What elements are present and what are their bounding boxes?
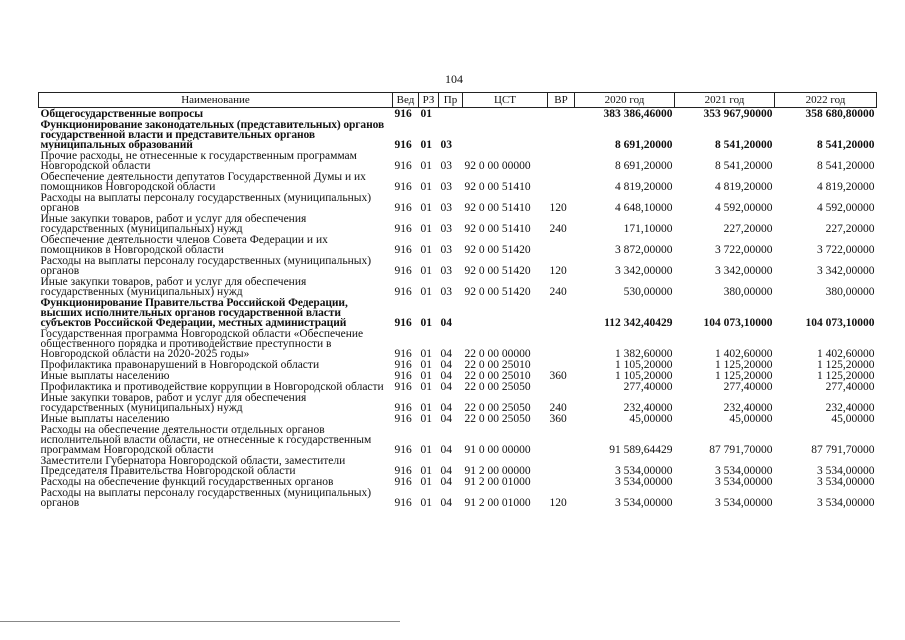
row-ved: 916 [394, 370, 412, 382]
row-2022: 277,40000 [825, 381, 875, 393]
row-2022: 3 342,00000 [817, 265, 875, 277]
row-vr: 360 [549, 413, 567, 425]
row-2021: 45,00000 [729, 413, 773, 425]
table-row [39, 171, 877, 192]
table-row [39, 119, 877, 150]
row-2020: 232,40000 [623, 402, 673, 414]
row-cst: 92 0 00 51420 [464, 286, 531, 298]
row-ved: 916 [394, 244, 412, 256]
row-2021: 277,40000 [723, 381, 773, 393]
row-2022: 3 722,00000 [817, 244, 875, 256]
row-2020: 1 105,20000 [615, 370, 673, 382]
row-ved: 916 [394, 444, 412, 456]
row-2021: 8 541,20000 [715, 139, 773, 151]
row-name: Иные выплаты населению [40, 370, 170, 382]
row-pr: 04 [440, 465, 452, 477]
row-name: Прочие расходы, не отнесенные к государственным программам Новгородской области [40, 150, 357, 172]
row-name: Заместители Губернатора Новгородской области, заместители Председателя Правительства Новгородской области [40, 455, 346, 477]
row-2020: 45,00000 [629, 413, 673, 425]
row-rz: 01 [420, 476, 432, 488]
row-2022: 8 541,20000 [817, 160, 875, 172]
table-header-row [39, 93, 877, 108]
header-pr: Пр [439, 93, 463, 108]
row-name: Государственная программа Новгородской области «Обеспечение общественного порядка и противодействие преступности в Новгородской области на 2020-2025 годы» [40, 328, 364, 360]
row-rz: 01 [420, 381, 432, 393]
row-cst: 91 2 00 00000 [464, 465, 531, 477]
row-rz: 01 [420, 202, 432, 214]
row-cst: 22 0 00 25050 [464, 413, 531, 425]
row-ved: 916 [394, 381, 412, 393]
row-ved: 916 [394, 160, 412, 172]
row-ved: 916 [394, 402, 412, 414]
table-row [39, 150, 877, 171]
row-rz: 01 [420, 348, 432, 360]
row-name: Иные выплаты населению [40, 413, 170, 425]
table-row [39, 413, 877, 424]
row-vr [548, 108, 575, 120]
row-vr: 360 [549, 370, 567, 382]
row-rz: 01 [420, 359, 432, 371]
row-vr: 240 [549, 286, 567, 298]
row-rz: 01 [420, 402, 432, 414]
row-name: Функционирование Правительства Российской Федерации, высших исполнительных органов государственной власти субъектов Российской Федерации, местных администраций [40, 297, 348, 329]
row-vr [548, 150, 575, 171]
table-row [39, 359, 877, 370]
row-rz: 01 [420, 139, 432, 151]
table-row [39, 255, 877, 276]
row-ved: 916 [394, 497, 412, 509]
row-2022: 232,40000 [825, 402, 875, 414]
row-cst: 91 2 00 01000 [464, 497, 531, 509]
row-cst: 92 0 00 51420 [464, 244, 531, 256]
row-2021: 3 534,00000 [715, 497, 773, 509]
page-number: 104 [445, 72, 463, 86]
row-2021: 3 722,00000 [715, 244, 773, 256]
row-cst [463, 108, 548, 120]
row-rz: 01 [420, 465, 432, 477]
row-vr: 120 [549, 202, 567, 214]
row-2020: 3 534,00000 [615, 465, 673, 477]
row-2022: 1 125,20000 [817, 359, 875, 371]
header-2022: 2022 год [775, 93, 877, 108]
row-pr: 03 [440, 139, 452, 151]
table-row [39, 108, 877, 120]
row-2021: 104 073,10000 [703, 317, 773, 329]
row-name: Расходы на обеспечение деятельности отдельных органов исполнительной власти области, не отнесенные к государственным программам Новгородской области [40, 424, 372, 456]
row-vr [548, 476, 575, 487]
row-2021: 1 402,60000 [715, 348, 773, 360]
row-cst: 92 0 00 00000 [464, 160, 531, 172]
row-vr: 120 [549, 497, 567, 509]
row-2021: 3 342,00000 [715, 265, 773, 277]
row-name: Иные закупки товаров, работ и услуг для обеспечения государственных (муниципальных) нужд [40, 392, 307, 414]
header-name: Наименование [39, 93, 393, 108]
row-rz: 01 [420, 244, 432, 256]
row-cst: 22 0 00 25050 [464, 381, 531, 393]
table-row [39, 234, 877, 255]
table-row [39, 455, 877, 476]
row-vr: 240 [549, 223, 567, 235]
row-ved: 916 [394, 202, 412, 214]
row-2021: 3 534,00000 [715, 476, 773, 488]
row-rz: 01 [420, 265, 432, 277]
row-vr [548, 171, 575, 192]
row-name: Расходы на выплаты персоналу государственных (муниципальных) органов [40, 487, 372, 509]
row-2021: 87 791,70000 [709, 444, 773, 456]
row-2020: 1 382,60000 [615, 348, 673, 360]
row-2020: 8 691,20000 [615, 160, 673, 172]
row-ved: 916 [394, 465, 412, 477]
row-vr [548, 359, 575, 370]
row-name: Функционирование законодательных (представительных) органов государственной власти и представительных органов муниципальных образований [40, 119, 385, 151]
header-ved: Вед [393, 93, 419, 108]
row-ved: 916 [394, 139, 412, 151]
row-cst: 92 0 00 51410 [464, 181, 531, 193]
row-name: Расходы на выплаты персоналу государственных (муниципальных) органов [40, 255, 372, 277]
row-ved: 916 [394, 223, 412, 235]
row-name: Иные закупки товаров, работ и услуг для обеспечения государственных (муниципальных) нужд [40, 276, 307, 298]
table-row [39, 213, 877, 234]
row-2022: 4 819,20000 [817, 181, 875, 193]
row-2020: 4 648,10000 [615, 202, 673, 214]
table-row [39, 424, 877, 455]
row-vr [548, 119, 575, 150]
row-pr: 04 [440, 413, 452, 425]
row-cst: 22 0 00 00000 [464, 348, 531, 360]
table-row [39, 192, 877, 213]
scan-edge-line [0, 621, 400, 622]
row-2021: 353 967,90000 [703, 108, 773, 120]
row-2022: 1 125,20000 [817, 370, 875, 382]
row-pr: 04 [440, 402, 452, 414]
row-2020: 112 342,40429 [604, 317, 673, 329]
row-2022: 104 073,10000 [805, 317, 875, 329]
row-name: Иные закупки товаров, работ и услуг для обеспечения государственных (муниципальных) нужд [40, 213, 307, 235]
header-rz: РЗ [419, 93, 439, 108]
row-vr [548, 424, 575, 455]
table-row [39, 487, 877, 508]
row-2022: 380,00000 [825, 286, 875, 298]
row-pr: 03 [440, 244, 452, 256]
table-row [39, 297, 877, 328]
row-vr [548, 234, 575, 255]
row-cst [463, 119, 548, 150]
row-name: Общегосударственные вопросы [40, 108, 203, 120]
row-name: Обеспечение деятельности депутатов Государственной Думы и их помощников Новгородской области [40, 171, 366, 193]
row-2020: 4 819,20000 [615, 181, 673, 193]
row-vr: 120 [549, 265, 567, 277]
row-cst: 91 0 00 00000 [464, 444, 531, 456]
table-row [39, 392, 877, 413]
row-2020: 171,10000 [623, 223, 673, 235]
row-2022: 45,00000 [831, 413, 875, 425]
table-row [39, 328, 877, 359]
row-2022: 227,20000 [825, 223, 875, 235]
header-2021: 2021 год [675, 93, 775, 108]
row-2020: 3 872,00000 [615, 244, 673, 256]
row-2020: 8 691,20000 [615, 139, 673, 151]
row-2022: 1 402,60000 [817, 348, 875, 360]
row-name: Профилактика правонарушений в Новгородской области [40, 359, 320, 371]
row-ved: 916 [394, 413, 412, 425]
row-rz: 01 [420, 413, 432, 425]
row-pr: 04 [440, 497, 452, 509]
row-name: Обеспечение деятельности членов Совета Федерации и их помощников в Новгородской области [40, 234, 328, 256]
row-cst: 22 0 00 25050 [464, 402, 531, 414]
row-pr: 04 [440, 381, 452, 393]
row-pr: 03 [440, 181, 452, 193]
row-name: Расходы на выплаты персоналу государственных (муниципальных) органов [40, 192, 372, 214]
table-row [39, 276, 877, 297]
row-vr [548, 455, 575, 476]
header-vr: ВР [548, 93, 575, 108]
row-2022: 4 592,00000 [817, 202, 875, 214]
row-2021: 227,20000 [723, 223, 773, 235]
row-2020: 383 386,46000 [603, 108, 673, 120]
row-2021: 232,40000 [723, 402, 773, 414]
row-2020: 1 105,20000 [615, 359, 673, 371]
row-2021: 8 541,20000 [715, 160, 773, 172]
table-row [39, 476, 877, 487]
row-cst: 91 2 00 01000 [464, 476, 531, 488]
row-2020: 3 534,00000 [615, 476, 673, 488]
row-pr: 04 [440, 317, 452, 329]
row-rz: 01 [420, 444, 432, 456]
row-ved: 916 [394, 348, 412, 360]
table-row [39, 370, 877, 381]
row-2020: 530,00000 [623, 286, 673, 298]
row-cst: 92 0 00 51410 [464, 202, 531, 214]
row-pr: 03 [440, 265, 452, 277]
row-2022: 3 534,00000 [817, 497, 875, 509]
row-pr: 03 [440, 160, 452, 172]
row-pr: 04 [440, 370, 452, 382]
row-2021: 4 592,00000 [715, 202, 773, 214]
row-pr: 03 [440, 202, 452, 214]
row-ved: 916 [394, 286, 412, 298]
row-rz: 01 [420, 181, 432, 193]
row-cst: 92 0 00 51410 [464, 223, 531, 235]
row-rz: 01 [420, 223, 432, 235]
row-2022: 87 791,70000 [811, 444, 875, 456]
row-2021: 1 125,20000 [715, 370, 773, 382]
row-cst [463, 297, 548, 328]
row-vr [548, 297, 575, 328]
row-ved: 916 [394, 108, 412, 120]
row-rz: 01 [420, 497, 432, 509]
row-2020: 3 534,00000 [615, 497, 673, 509]
row-name: Профилактика и противодействие коррупции в Новгородской области [40, 381, 384, 393]
row-2020: 277,40000 [623, 381, 673, 393]
budget-table [38, 92, 877, 508]
row-cst: 22 0 00 25010 [464, 359, 531, 371]
row-2022: 3 534,00000 [817, 465, 875, 477]
row-2022: 358 680,80000 [805, 108, 875, 120]
row-ved: 916 [394, 265, 412, 277]
table-row [39, 381, 877, 392]
row-pr: 04 [440, 444, 452, 456]
row-ved: 916 [394, 317, 412, 329]
row-vr [548, 328, 575, 359]
row-rz: 01 [420, 317, 432, 329]
row-2020: 91 589,64429 [609, 444, 673, 456]
row-rz: 01 [420, 286, 432, 298]
row-pr [439, 108, 463, 120]
row-cst: 92 0 00 51420 [464, 265, 531, 277]
header-cst: ЦСТ [463, 93, 548, 108]
row-vr [548, 381, 575, 392]
row-name: Расходы на обеспечение функций государственных органов [40, 476, 334, 488]
row-vr: 240 [549, 402, 567, 414]
row-pr: 04 [440, 348, 452, 360]
table-body [39, 108, 877, 509]
row-ved: 916 [394, 359, 412, 371]
row-ved: 916 [394, 181, 412, 193]
row-ved: 916 [394, 476, 412, 488]
row-rz: 01 [420, 108, 432, 120]
row-rz: 01 [420, 160, 432, 172]
row-pr: 03 [440, 223, 452, 235]
header-2020: 2020 год [575, 93, 675, 108]
row-2021: 380,00000 [723, 286, 773, 298]
row-rz: 01 [420, 370, 432, 382]
row-2020: 3 342,00000 [615, 265, 673, 277]
row-2021: 1 125,20000 [715, 359, 773, 371]
row-2021: 3 534,00000 [715, 465, 773, 477]
row-2022: 8 541,20000 [817, 139, 875, 151]
row-pr: 04 [440, 476, 452, 488]
row-cst: 22 0 00 25010 [464, 370, 531, 382]
row-pr: 03 [440, 286, 452, 298]
row-pr: 04 [440, 359, 452, 371]
row-2022: 3 534,00000 [817, 476, 875, 488]
row-2021: 4 819,20000 [715, 181, 773, 193]
